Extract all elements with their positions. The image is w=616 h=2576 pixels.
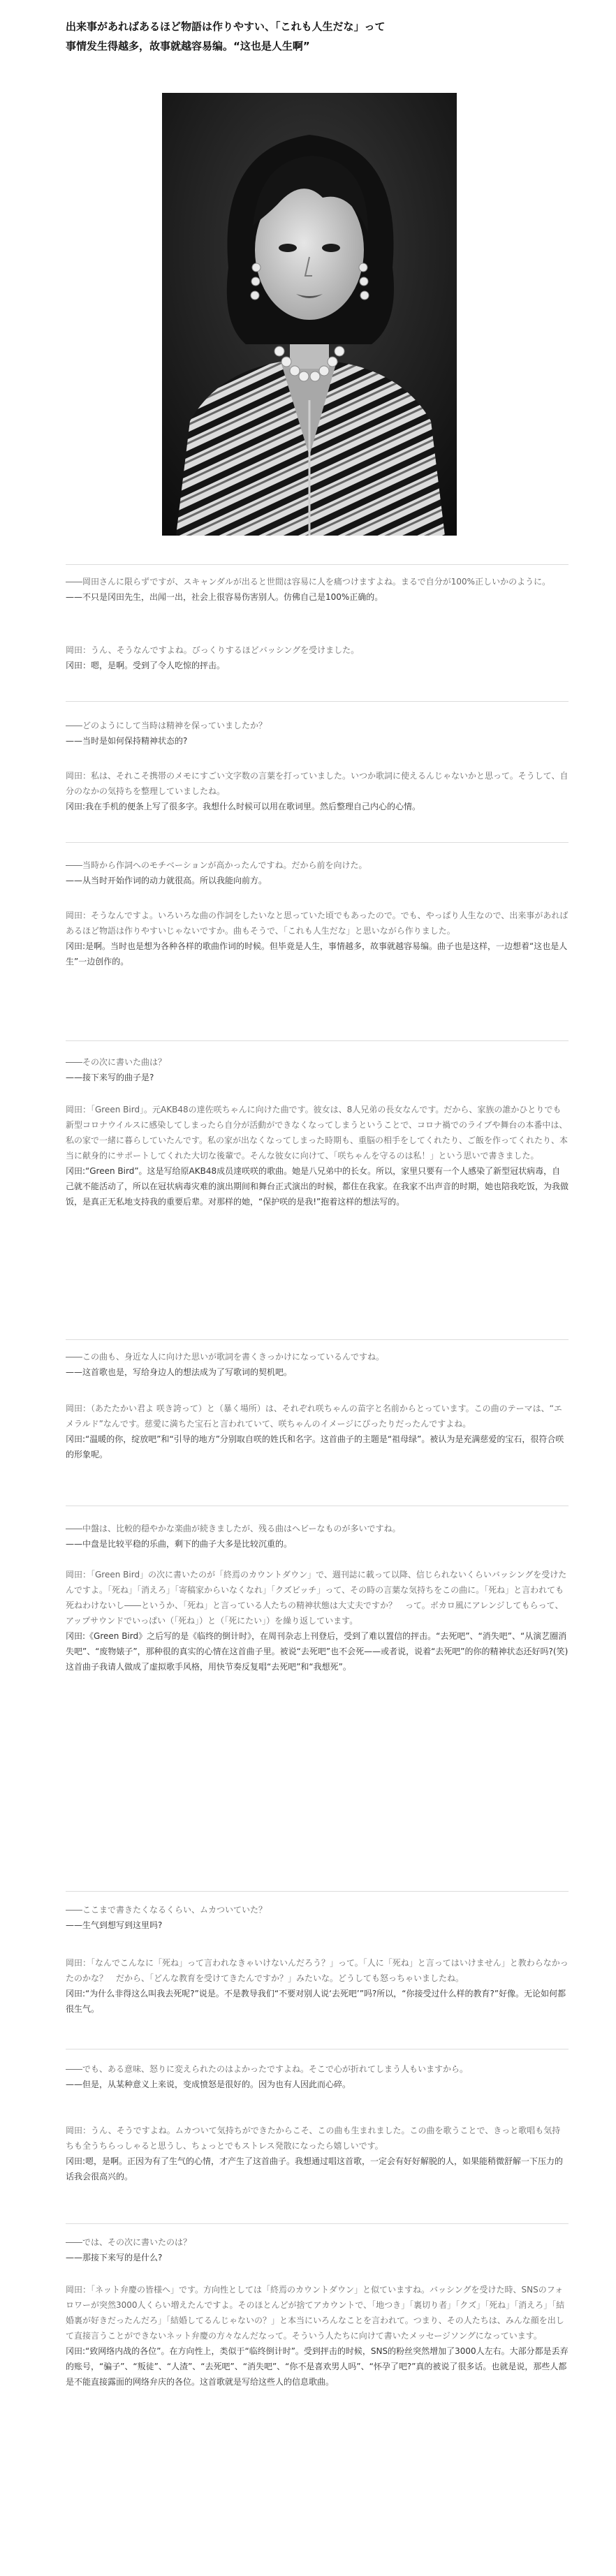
interview-section (66, 858, 569, 888)
question-japanese: ――中盤は、比較的穏やかな楽曲が続きましたが、残る曲はヘビーなものが多いですね。 (66, 1524, 401, 1533)
question-japanese: ――ここまで書きたくなるくらい、ムカついていた？ (66, 1905, 267, 1915)
interview-section (66, 1902, 569, 1933)
answer-block (66, 642, 569, 673)
interview-section (66, 2061, 569, 2092)
answer-japanese: 岡田：「ネット弁慶の皆様へ」です。方向性としては「終焉のカウントダウン」と似ていますね。バッシングを受けた時、SNSのフォロワーが突然3000人くらい増えたんですよ。そのほとんどが捨てアカウントで、「地つき」「裏切り者」「クズ」「死ね」「消えろ」「結婚裏が好きだったんだろ」「結婚してるんじゃないの？」と本当にいろんなことを言われて。つまり、その人たちは、みんな顔を出して直接言うことができないネット弁慶の方々なんだなって。そういう人たちに向けて書いたメッセージソングになっています。 (66, 2285, 565, 2341)
question-chinese: ——不只是冈田先生，出闻一出，社会上很容易伤害别人。仿佛自己是100%正确的。 (66, 592, 383, 602)
question-japanese: ――当時から作詞へのモチベーションが高かったんですね。だから前を向けた。 (66, 860, 367, 870)
answer-chinese: 冈田:“致网络内战的各位”。在方向性上，类似于“临终倒计时”。受到抨击的时候，SNS的粉丝突然增加了3000人左右。大部分都是丢弃的账号，“骗子”、“叛徒”、“人渣”、“去死吧”、“消失吧”、“你不是喜欢男人吗”、“怀孕了吧?”真的被说了很多话。也就是说，那些人都是不能直接露面的网络弁庆的各位。这首歌就是写给这些人的信息歌曲。 (66, 2346, 569, 2387)
interview-section (66, 1521, 569, 1552)
answer-chinese: 冈田:“Green Bird”。这是写给原AKB48成员達咲咲的歌曲。她是八兄弟中的长女。所以，家里只要有一个人感染了新型冠状病毒，自己就不能活动了，所以在冠状病毒灾难的演出期间和舞台正式演出的时候，都住在我家。在我家不出声音的时期，她也陪我吃饭，为我做饭，是真正无私地支持我的重要后辈。对那样的她，“保护咲的是我!”抱着这样的想法写的。 (66, 1166, 569, 1207)
question-chinese: ——那接下来写的是什么? (66, 2253, 163, 2262)
answer-chinese: 冈田：嗯，是啊。受到了令人吃惊的抨击。 (66, 661, 226, 670)
answer-block (66, 1102, 569, 1209)
question-chinese: ——但是，从某种意义上来说，变成愤怒是很好的。因为也有人因此而心碎。 (66, 2080, 351, 2089)
interview-section (66, 1054, 569, 1085)
answer-block (66, 768, 569, 814)
section-divider (66, 1040, 569, 1041)
section-divider (66, 2223, 569, 2224)
question-japanese: ――どのようにして当時は精神を保っていましたか？ (66, 721, 267, 730)
portrait-photo (162, 93, 457, 536)
question-japanese: ――でも、ある意味、怒りに変えられたのはよかったですよね。そこで心が折れてしまう人もいますから。 (66, 2064, 469, 2074)
answer-japanese: 岡田：うん、そうですよね。ムカついて気持ちができたからこそ、この曲も生まれました。この曲を歌うことで、きっと歌唱も気持ちも全うちらっしゃると思うし、ちょっとでもストレス発散になったら嬉しいです。 (66, 2126, 561, 2151)
answer-chinese: 冈田:我在手机的便条上写了很多字。我想什么时候可以用在歌词里。然后整理自己内心的心情。 (66, 802, 421, 811)
answer-japanese: 岡田：私は、それこそ携帯のメモにすごい文字数の言葉を打っていました。いつか歌詞に使えるんじゃないかと思って。そうして、自分のなかの気持ちを整理していましたね。 (66, 771, 569, 796)
question-chinese: ——生气到想写到这里吗? (66, 1920, 163, 1930)
section-divider (66, 842, 569, 843)
answer-block (66, 908, 569, 969)
answer-chinese: 冈田:“温暖的你，绽放吧”和“引导的地方”分别取自咲的姓氏和名字。这首曲子的主题是“祖母绿”。被认为是充满慈爱的宝石，很符合咲的形象呢。 (66, 1434, 564, 1459)
answer-block (66, 2123, 569, 2184)
question-japanese: ――その次に書いた曲は？ (66, 1057, 167, 1067)
answer-japanese: 岡田：（あたたかい君よ 咲き誇って）と（暴く場所）は、それぞれ咲ちゃんの苗字と名前からとっています。この曲のテーマは、“エメラルド”なんです。慈愛に満ちた宝石と言われていて、咲ちゃんのイメージにぴったりだったんですよね。 (66, 1404, 562, 1429)
answer-japanese: 岡田：「Green Bird」。元AKB48の達佐咲ちゃんに向けた曲です。彼女は、8人兄弟の長女なんです。だから、家族の誰かひとりでも新型コロナウイルスに感染してしまったら自分が活動ができなくなってしまうということで、コロナ禍でのライブや舞台の本番中は、私の家で一緒に暮らしていたんです。私の家が出なくなってしまった時期も、重脳の相手をしてくれたり、ご飯を作ってくれたり、本当に献身的にサポートしてくれた大切な後輩で。そんな彼女に向けて、「咲ちゃんを守るのは私！」という思いで書きました。 (66, 1105, 569, 1161)
question-chinese: ——接下来写的曲子是? (66, 1073, 154, 1082)
section-divider (66, 701, 569, 702)
answer-japanese: 岡田：そうなんですよ。いろいろな曲の作詞をしたいなと思っていた頃でもあったので。でも、やっぱり人生なので、出来事があればあるほど物語は作りやすいじゃないですか。曲もそうで、「これも人生だな」と思いながら作りました。 (66, 911, 569, 936)
answer-japanese: 岡田：「Green Bird」の次に書いたのが「終焉のカウントダウン」で、週刊誌に載って以降、信じられないくらいバッシングを受けたんですよ。「死ね」「消えろ」「寄稿家からいなくなれ」「クズビッチ」って、その時の言葉な気持ちをこの曲に。「死ね」と言われても死ねわけないし――というか、「死ね」と言っている人たちの精神状態は大丈夫ですか？ って。ボカロ風にアレンジしてもらって、アップサウンドでいっぱい（「死ね」）と（「死にたい」）を繰り返しています。 (66, 1570, 567, 1626)
section-divider (66, 1891, 569, 1892)
question-japanese: ――では、その次に書いたのは？ (66, 2237, 192, 2247)
question-chinese: ——当时是如何保持精神状态的? (66, 736, 188, 746)
answer-chinese: 冈田:是啊。当时也是想为各种各样的歌曲作词的时候。但毕竟是人生，事情越多，故事就越容易编。曲子也是这样，一边想着“这也是人生”一边创作的。 (66, 941, 568, 966)
interview-section (66, 2235, 569, 2265)
section-divider (66, 1339, 569, 1340)
question-japanese: ――岡田さんに限らずですが、スキャンダルが出ると世間は容易に人を痛つけますよね。まるで自分が100%正しいかのように。 (66, 577, 551, 587)
answer-chinese: 冈田:“为什么非得这么叫我去死呢?”说是。不是教导我们“不要对别人说‘去死吧’”吗?所以，“你接受过什么样的教育?”好像。无论如何都很生气。 (66, 1989, 566, 2014)
answer-block (66, 1955, 569, 2017)
answer-japanese: 岡田：うん、そうなんですよね。びっくりするほどバッシングを受けました。 (66, 645, 360, 655)
question-japanese: ――この曲も、身近な人に向けた思いが歌詞を書くきっかけになっているんですね。 (66, 1352, 385, 1362)
question-chinese: ——中盘是比较平稳的乐曲，剩下的曲子大多是比较沉重的。 (66, 1539, 293, 1549)
answer-chinese: 冈田:嗯，是啊。正因为有了生气的心情，才产生了这首曲子。我想通过唱这首歌，一定会有好好解脱的人，如果能稍微舒解一下压力的话我会很高兴的。 (66, 2156, 564, 2181)
question-chinese: ——从当时开始作词的动力就很高。所以我能向前方。 (66, 876, 267, 885)
answer-japanese: 岡田：「なんでこんなに「死ね」って言われなきゃいけないんだろう？」って。「人に「死ね」と言ってはいけません」と教わらなかったのかな？ だから、「どんな教育を受けてきたんですか？」みたいな。どうしても怒っちゃいましたね。 (66, 1958, 569, 1983)
section-divider (66, 564, 569, 565)
interview-section (66, 718, 569, 749)
headline-japanese: 出来事があればあるほど物語は作りやすい、「これも人生だな」って (66, 20, 386, 33)
answer-block (66, 1401, 569, 1462)
interview-section (66, 574, 569, 605)
headline-chinese: 事情发生得越多，故事就越容易编。“这也是人生啊” (66, 40, 310, 52)
answer-block (66, 1567, 569, 1675)
article-headline (66, 17, 555, 56)
interview-section (66, 1349, 569, 1380)
answer-block (66, 2282, 569, 2390)
answer-chinese: 冈田:《Green Bird》之后写的是《临终的倒计时》，在周刊杂志上刊登后，受到了难以置信的抨击。“去死吧”、“消失吧”、“从演艺圈消失吧”、“废物婊子”，那种很的真实的心情在这首曲子里。被说“去死吧”也不会死——或者说，说着“去死吧”的你的精神状态还好吗?(笑)这首曲子我请人做成了虚拟歌手风格，用快节奏反复唱“去死吧”和“我想死”。 (66, 1631, 569, 1672)
question-chinese: ——这首歌也是，写给身边人的想法成为了写歌词的契机吧。 (66, 1367, 293, 1377)
portrait-illustration (162, 93, 457, 536)
